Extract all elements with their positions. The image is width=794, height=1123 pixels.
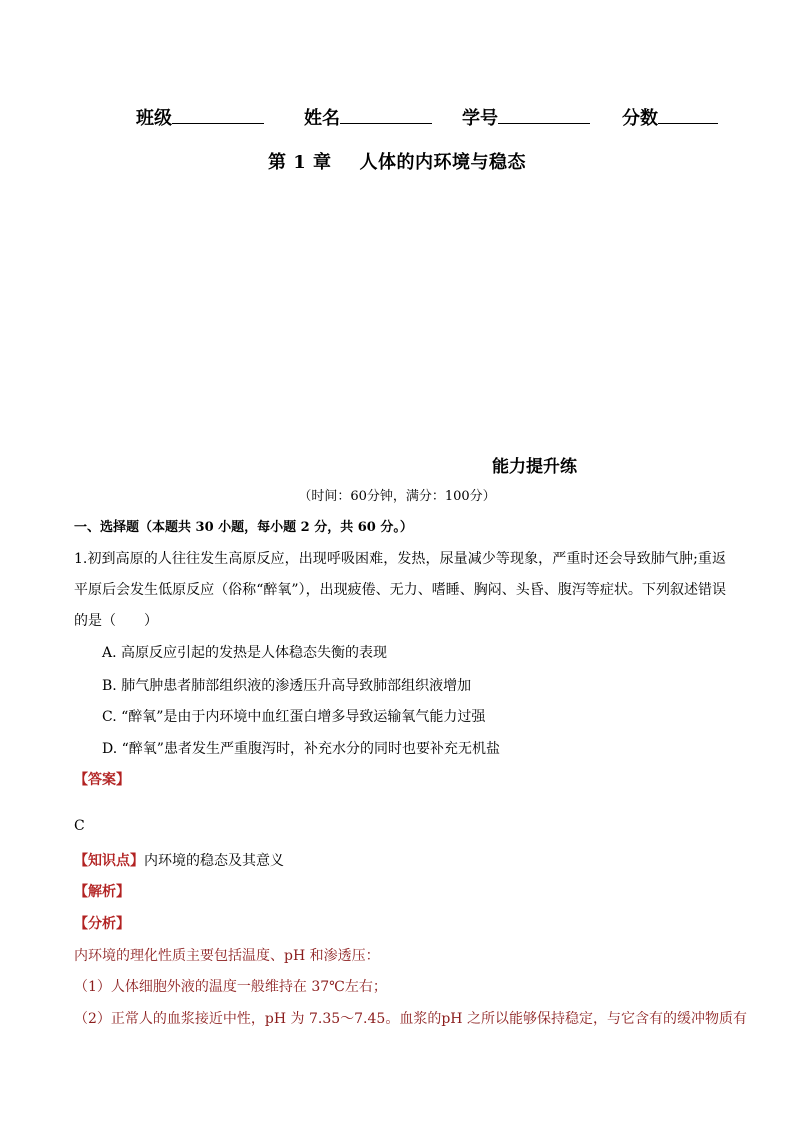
score-blank[interactable]: [658, 105, 718, 124]
student-info-header: [136, 104, 726, 128]
chapter-title: 人体的内环境与稳态: [359, 152, 527, 173]
question-stem: 1.初到高原的人往往发生高原反应，出现呼吸困难，发热，尿量减少等现象，严重时还会导致肺气肿;重返平原后会发生低原反应（俗称“醉氧”），出现疲倦、无力、嗜睡、胸闷、头昏、腹泻等症状。下列叙述错误的是（ ）: [74, 551, 726, 629]
analysis-label: 【解析】: [74, 884, 130, 900]
analysis-line-3: （2）正常人的血浆接近中性，pH 为 7.35～7.45。血浆的pH 之所以能够保持稳定，与它含有的缓冲物质有: [74, 1011, 747, 1027]
name-blank[interactable]: [340, 105, 432, 124]
answer-value: C: [74, 818, 85, 834]
class-field: [136, 104, 264, 130]
score-field: [622, 104, 718, 130]
student-id-field: [462, 104, 590, 130]
fenxi-label: 【分析】: [74, 916, 130, 932]
chapter-number: 第 1 章: [267, 152, 332, 173]
analysis-line-1: 内环境的理化性质主要包括温度、pH 和渗透压：: [74, 948, 380, 964]
option-c[interactable]: C. “醉氧”是由于内环境中血红蛋白增多导致运输氧气能力过强: [102, 709, 486, 725]
exam-meta: （时间：60分钟，满分：100分）: [298, 489, 496, 504]
section-title: 能力提升练: [492, 457, 577, 477]
class-blank[interactable]: [172, 105, 264, 124]
student-id-blank[interactable]: [498, 105, 590, 124]
answer-label: 【答案】: [74, 772, 130, 788]
option-b[interactable]: B. 肺气肿患者肺部组织液的渗透压升高导致肺部组织液增加: [102, 678, 472, 694]
analysis-line-2: （1）人体细胞外液的温度一般维持在 37℃左右；: [74, 979, 387, 995]
knowledge-point-value: 内环境的稳态及其意义: [144, 853, 284, 869]
student-id-label: 学号: [462, 108, 498, 129]
chapter-heading: [0, 148, 794, 174]
name-field: [304, 104, 432, 130]
class-label: 班级: [136, 108, 172, 129]
option-a[interactable]: A. 高原反应引起的发热是人体稳态失衡的表现: [102, 645, 388, 661]
option-d[interactable]: D. “醉氧”患者发生严重腹泻时，补充水分的同时也要补充无机盐: [102, 741, 500, 757]
name-label: 姓名: [304, 108, 340, 129]
part-heading: 一、选择题（本题共 30 小题，每小题 2 分，共 60 分。）: [74, 520, 413, 535]
knowledge-point-label: 【知识点】: [74, 853, 144, 869]
score-label: 分数: [622, 108, 658, 129]
knowledge-point: [74, 850, 284, 870]
